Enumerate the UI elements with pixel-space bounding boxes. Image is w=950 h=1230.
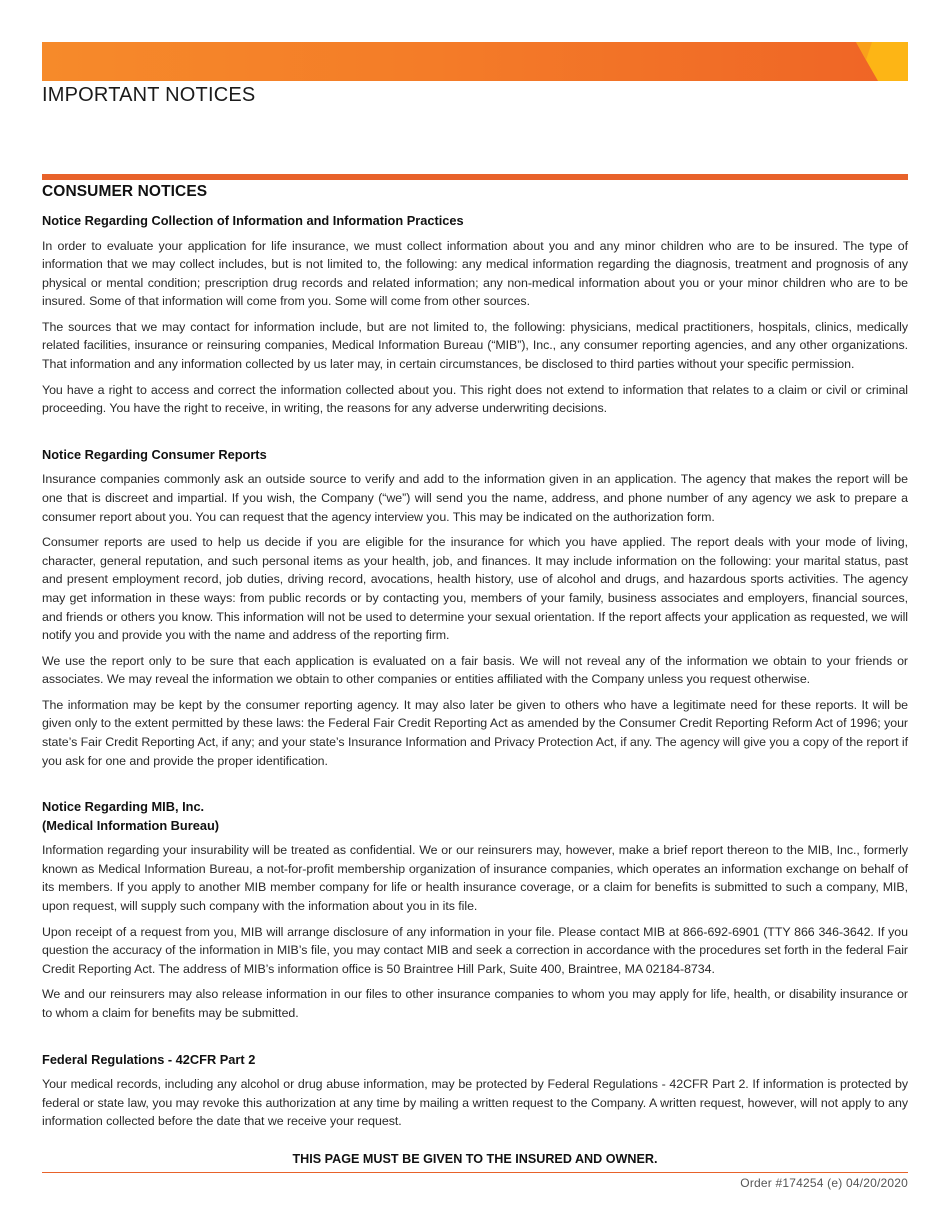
paragraph: The information may be kept by the consumer reporting agency. It may also later be given to others who have a legitimate need for these reports. It will be given only to the extent permitted by these laws: the Federal Fair Credit Reporting Act as amended by the Consumer Credit Reporting Reform Act of 1996; your state’s Fair Credit Reporting Act, if any; and your state’s Insurance Information and Privacy Protection Act, if any. The agency will give you a copy of the report if you ask for one and provide the proper identification.	[42, 697, 908, 768]
notice-title-mib	[42, 798, 908, 835]
banner-chevron-graphic	[856, 42, 908, 81]
paragraph: Insurance companies commonly ask an outside source to verify and add to the information given in an application. The agency that makes the report will be one that is discreet and impartial. If you wish, the Company (“we”) will send you the name, address, and phone number of any agency we ask to prepare a consumer report about you. You can request that the agency interview you. This may be indicated on the authorization form.	[42, 472, 908, 524]
footer-divider	[42, 1172, 908, 1173]
notice-title-federal: Federal Regulations - 42CFR Part 2	[42, 1051, 256, 1067]
paragraph: Information regarding your insurability will be treated as confidential. We or our reinsurers may, however, make a brief report thereon to the MIB, Inc., formerly known as Medical Information Bureau, a not-for-profit membership organization of insurance companies, which operates an information exchange on behalf of its members. If you apply to another MIB member company for life or health insurance coverage, or a claim for benefits is submitted to such a company, MIB, upon request, will supply such company with the information about you in its file.	[42, 843, 908, 914]
paragraph: Consumer reports are used to help us decide if you are eligible for the insurance for which you have applied. The report deals with your mode of living, character, general reputation, and such personal items as your health, job, and finances. It may include information on the following: your marital status, past and present employment record, job duties, driving record, avocations, health history, use of alcohol and drugs, and hazardous sports activities. The agency may get information in these ways: from public records or by contacting you, members of your family, business associates and employers, financial sources, and friends or others you know. This information will not be used to determine your sexual orientation. If the report affects your application as requested, we will notify you and provide you with the name and address of the reporting firm.	[42, 535, 908, 643]
notice-title-collection: Notice Regarding Collection of Information and Information Practices	[42, 213, 464, 228]
paragraph: We use the report only to be sure that each application is evaluated on a fair basis. We will not reveal any of the information we obtain to your friends or associates. We may reveal the information we obtain to other companies or entities affiliated with the Company unless you request otherwise.	[42, 653, 908, 687]
notices-content	[42, 182, 908, 1131]
notice-title-mib-line1: Notice Regarding MIB, Inc.	[42, 799, 205, 815]
page-title: IMPORTANT NOTICES	[42, 84, 256, 106]
paragraph: We and our reinsurers may also release information in our files to other insurance companies to whom you may apply for life, health, or disability insurance or to whom a claim for benefits may be submitted.	[42, 987, 908, 1020]
paragraph: In order to evaluate your application for life insurance, we must collect information about you and any minor children who are to be insured. The type of information that we may collect includes, but is not limited to, the following: any medical information regarding the diagnosis, treatment and prognosis of any physical or mental condition; prescription drug records and related information; any non-medical information about you or your minor children who are to be insured. Some of that information will come from you. Some will come from other sources.	[42, 238, 908, 309]
section-heading: CONSUMER NOTICES	[42, 183, 208, 200]
header-banner	[42, 42, 908, 81]
order-reference: Order #174254 (e) 04/20/2020	[740, 1176, 908, 1190]
footer-notice: THIS PAGE MUST BE GIVEN TO THE INSURED AND OWNER.	[292, 1152, 658, 1166]
paragraph: The sources that we may contact for information include, but are not limited to, the following: physicians, medical practitioners, hospitals, clinics, medically related facilities, insurance or reinsuring companies, Medical Information Bureau (“MIB”), Inc., any consumer reporting agencies, and any other organizations. That information and any information collected by us later may, in certain circumstances, be disclosed to third parties without your specific permission.	[42, 319, 908, 372]
paragraph: Upon receipt of a request from you, MIB will arrange disclosure of any information in your file. Please contact MIB at 866-692-6901 (TTY 866 346-3642. If you question the accuracy of the information in MIB’s file, you may contact MIB and seek a correction in accordance with the procedures set forth in the federal Fair Credit Reporting Act. The address of MIB’s information office is 50 Braintree Hill Park, Suite 400, Braintree, MA 02184-8734.	[42, 924, 908, 976]
paragraph: Your medical records, including any alcohol or drug abuse information, may be protected by Federal Regulations - 42CFR Part 2. If information is protected by federal or state law, you may revoke this authorization at any time by mailing a written request to the Company. A written request, however, will not apply to any information collected before the date that we receive your request.	[42, 1077, 908, 1129]
section-divider	[42, 174, 908, 180]
paragraph: You have a right to access and correct the information collected about you. This right does not extend to information that relates to a claim or civil or criminal proceeding. You have the right to receive, in writing, the reasons for any adverse underwriting decisions.	[42, 382, 908, 416]
notice-title-mib-line2: (Medical Information Bureau)	[42, 817, 220, 833]
notice-title-consumer-reports: Notice Regarding Consumer Reports	[42, 446, 267, 462]
